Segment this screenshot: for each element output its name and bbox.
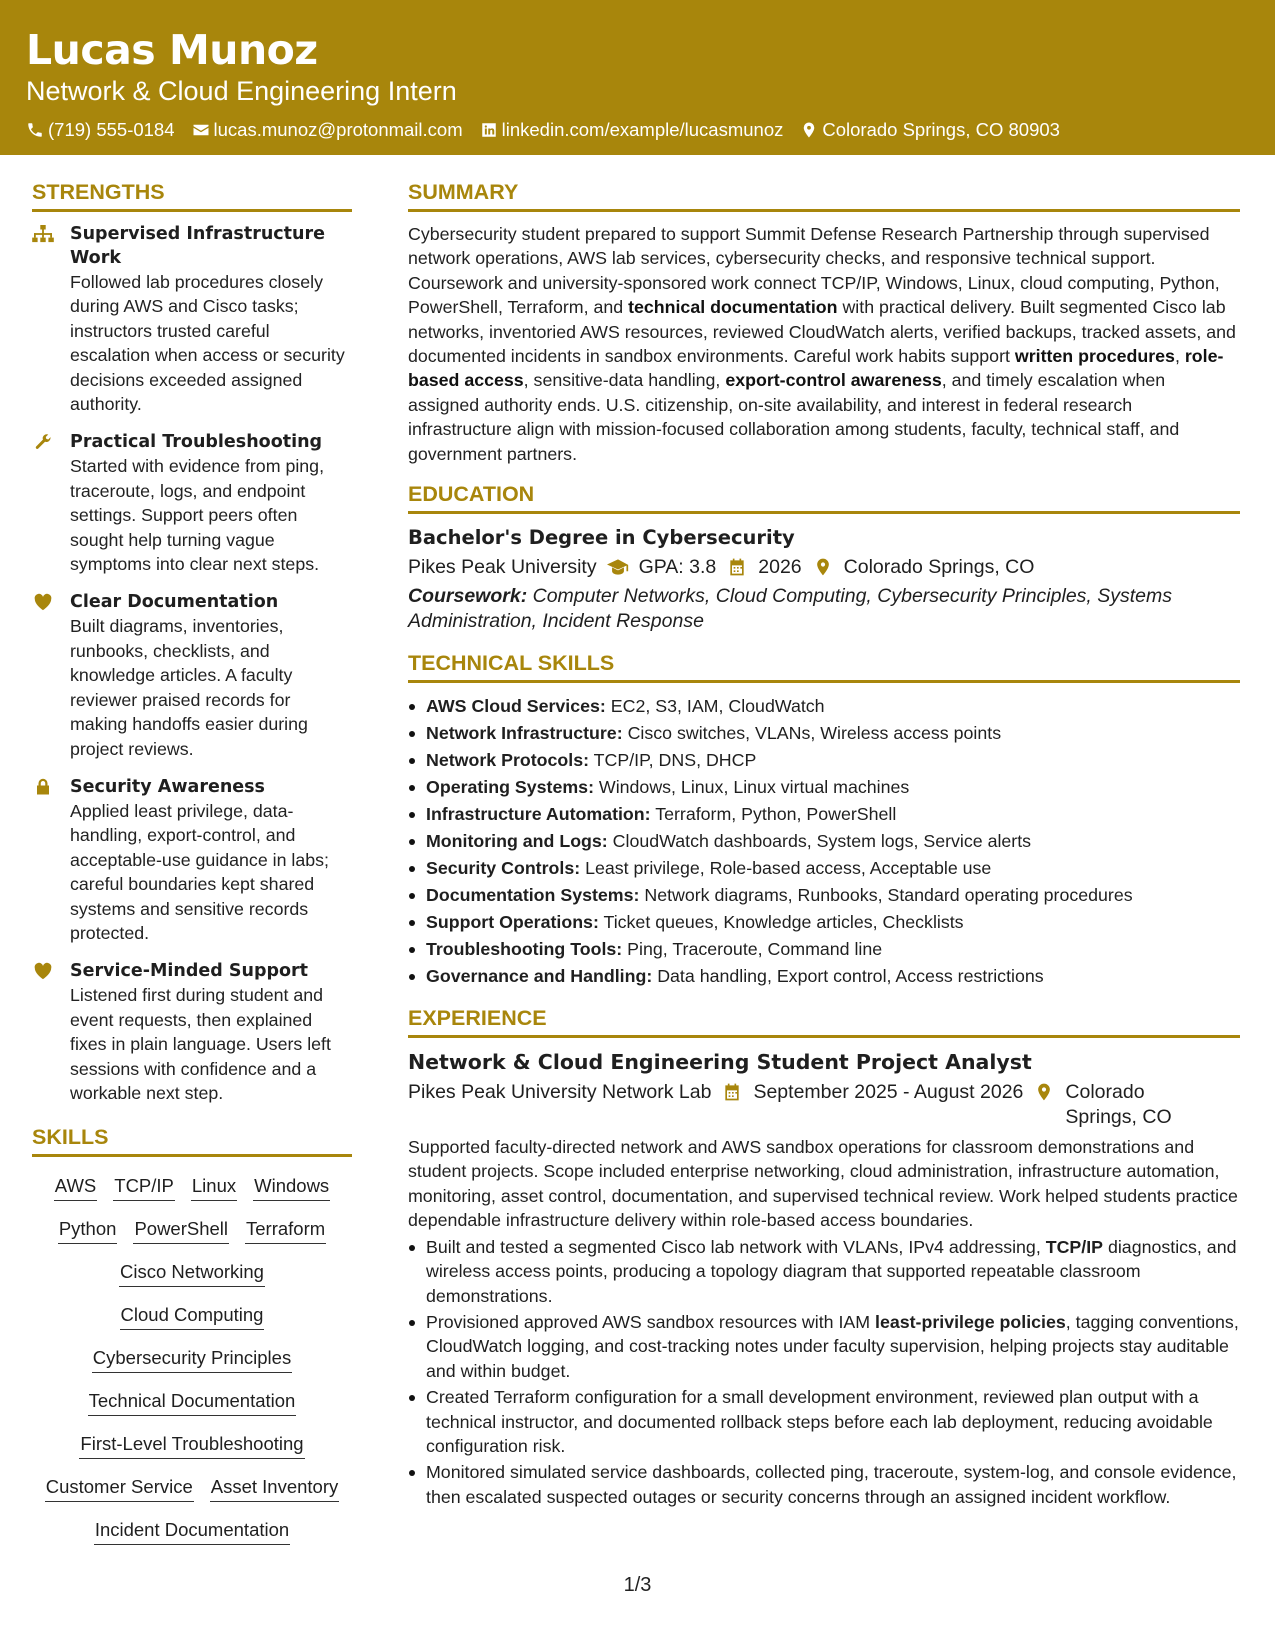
- list-item: Created Terraform configuration for a small development environment, reviewed plan output with a technical instructor, and documented rollback steps before each lab deployment, reducing avoidable configuration risk.: [408, 1385, 1240, 1458]
- strength-desc: Listened first during student and event requests, then explained fixes in plain language. Users left sessions with confidence and a workable next step.: [70, 985, 331, 1103]
- list-item: Network Protocols: TCP/IP, DNS, DHCP: [408, 747, 1240, 774]
- phone-text: (719) 555-0184: [48, 119, 175, 140]
- skills-list: [32, 1167, 352, 1554]
- location-text: Colorado Springs, CO 80903: [822, 119, 1060, 140]
- contact-phone[interactable]: [26, 119, 175, 141]
- skill-chip: Asset Inventory: [210, 1475, 340, 1502]
- skill-chip: PowerShell: [133, 1217, 229, 1244]
- skill-chip: Cloud Computing: [120, 1303, 265, 1330]
- map-pin-icon: [800, 121, 818, 139]
- calendar-icon: [726, 557, 748, 577]
- skill-chip: AWS: [54, 1174, 97, 1201]
- strength-desc: Applied least privilege, data-handling, export-control, and acceptable-use guidance in labs; careful boundaries kept shared systems and sensitive records protected.: [70, 800, 329, 943]
- skill-chip: Windows: [253, 1174, 330, 1201]
- job-employer: Pikes Peak University Network Lab: [408, 1081, 712, 1104]
- envelope-icon: [192, 121, 210, 139]
- list-item: Documentation Systems: Network diagrams, Runbooks, Standard operating procedures: [408, 882, 1240, 909]
- map-pin-icon: [812, 557, 834, 577]
- education-gpa: GPA: 3.8: [638, 556, 717, 579]
- email-text: lucas.munoz@protonmail.com: [213, 119, 463, 140]
- wrench-icon: [32, 433, 54, 451]
- strengths-heading: STRENGTHS: [32, 178, 352, 212]
- phone-icon: [26, 121, 44, 139]
- experience-heading: EXPERIENCE: [408, 1004, 1240, 1038]
- technical-skills-heading: TECHNICAL SKILLS: [408, 649, 1240, 683]
- strength-item: [32, 959, 352, 1105]
- page-number: 1/3: [623, 1574, 652, 1596]
- linkedin-text: linkedin.com/example/lucasmunoz: [501, 119, 784, 140]
- education-heading: EDUCATION: [408, 480, 1240, 514]
- list-item: Network Infrastructure: Cisco switches, VLANs, Wireless access points: [408, 720, 1240, 747]
- list-item: Troubleshooting Tools: Ping, Traceroute, Command line: [408, 936, 1240, 963]
- skill-chip: Cisco Networking: [119, 1260, 265, 1287]
- list-item: Built and tested a segmented Cisco lab network with VLANs, IPv4 addressing, TCP/IP diagnostics, and wireless access points, producing a topology diagram that supported repeatable classroom demonstrations.: [408, 1235, 1240, 1308]
- job-title: Network & Cloud Engineering Student Project Analyst: [408, 1050, 1032, 1075]
- strength-item: [32, 430, 352, 576]
- map-pin-icon: [1033, 1082, 1055, 1102]
- list-item: Security Controls: Least privilege, Role-based access, Acceptable use: [408, 855, 1240, 882]
- candidate-name: Lucas Munoz: [26, 26, 318, 74]
- strength-title: Supervised Infrastructure Work: [70, 224, 325, 268]
- contact-linkedin[interactable]: [480, 119, 784, 141]
- education-coursework: Coursework: Computer Networks, Cloud Computing, Cybersecurity Principles, Systems Administration, Incident Response: [408, 585, 1173, 632]
- job-location: Colorado Springs, CO: [1065, 1081, 1172, 1128]
- education-school: Pikes Peak University: [408, 556, 597, 579]
- job-description: Supported faculty-directed network and AWS sandbox operations for classroom demonstrations and student projects. Scope included enterprise networking, cloud administration, infrastructure automation, monitoring, asset control, documentation, and supervised technical review. Work helped students practice dependable infrastructure delivery within role-based access boundaries.: [408, 1137, 1238, 1231]
- graduation-cap-icon: [607, 557, 629, 577]
- list-item: Operating Systems: Windows, Linux, Linux virtual machines: [408, 774, 1240, 801]
- contact-location: [800, 119, 1060, 141]
- strength-title: Practical Troubleshooting: [70, 432, 323, 453]
- skill-chip: TCP/IP: [113, 1174, 175, 1201]
- right-column: [408, 178, 1240, 1511]
- list-item: Monitoring and Logs: CloudWatch dashboards, System logs, Service alerts: [408, 828, 1240, 855]
- summary-heading: SUMMARY: [408, 178, 1240, 212]
- list-item: Monitored simulated service dashboards, collected ping, traceroute, system-log, and console evidence, then escalated suspected outages or security concerns through an assigned incident workflow.: [408, 1460, 1240, 1509]
- summary-text: Cybersecurity student prepared to support Summit Defense Research Partnership through supervised network operations, AWS lab services, cybersecurity checks, and responsive technical support. Coursework and university-sponsored work connect TCP/IP, Windows, Linux, cloud computing, Python, PowerShell, Terraform, and technical documentation with practical delivery. Built segmented Cisco lab networks, inventoried AWS resources, reviewed CloudWatch alerts, verified backups, tracked assets, and documented incidents in sandbox environments. Careful work habits support written procedures, role-based access, sensitive-data handling, export-control awareness, and timely escalation when assigned authority ends. U.S. citizenship, on-site availability, and interest in federal research infrastructure align with mission-focused collaboration among students, faculty, technical staff, and government partners.: [408, 224, 1236, 464]
- heart-icon: [32, 962, 54, 980]
- list-item: Governance and Handling: Data handling, Export control, Access restrictions: [408, 963, 1240, 990]
- strength-title: Service-Minded Support: [70, 961, 309, 982]
- sitemap-icon: [32, 225, 54, 243]
- technical-skills-list: [408, 693, 1240, 990]
- heart-icon: [32, 593, 54, 611]
- contact-bar: [26, 119, 1249, 141]
- education-meta: [408, 552, 1240, 582]
- skill-chip: Customer Service: [45, 1475, 194, 1502]
- job-meta: [408, 1080, 1240, 1129]
- list-item: Infrastructure Automation: Terraform, Python, PowerShell: [408, 801, 1240, 828]
- skill-chip: Cybersecurity Principles: [92, 1346, 292, 1373]
- candidate-title: Network & Cloud Engineering Intern: [26, 76, 457, 106]
- strength-item: [32, 775, 352, 945]
- strength-desc: Built diagrams, inventories, runbooks, checklists, and knowledge articles. A faculty reviewer praised records for making handoffs easier during project reviews.: [70, 616, 308, 759]
- strength-item: [32, 590, 352, 760]
- contact-email[interactable]: [192, 119, 463, 141]
- job-dates: September 2025 - August 2026: [753, 1081, 1024, 1104]
- skill-chip: Incident Documentation: [94, 1518, 290, 1545]
- job-bullets: [408, 1235, 1240, 1509]
- lock-icon: [32, 778, 54, 796]
- linkedin-icon: [480, 121, 498, 139]
- list-item: Provisioned approved AWS sandbox resources with IAM least-privilege policies, tagging conventions, CloudWatch logging, and cost-tracking notes under faculty supervision, helping projects stay auditable and within budget.: [408, 1310, 1240, 1383]
- strength-desc: Started with evidence from ping, traceroute, logs, and endpoint settings. Support peers often sought help turning vague symptoms into clear next steps.: [70, 456, 325, 575]
- skill-chip: Python: [58, 1217, 118, 1244]
- strength-title: Clear Documentation: [70, 592, 279, 613]
- education-degree: Bachelor's Degree in Cybersecurity: [408, 526, 795, 550]
- list-item: AWS Cloud Services: EC2, S3, IAM, CloudWatch: [408, 693, 1240, 720]
- skill-chip: Terraform: [245, 1217, 326, 1244]
- left-column: [32, 178, 352, 1554]
- strength-desc: Followed lab procedures closely during AWS and Cisco tasks; instructors trusted careful escalation when access or security decisions exceeded assigned authority.: [70, 272, 345, 415]
- skills-heading: SKILLS: [32, 1123, 352, 1157]
- strength-item: [32, 222, 352, 416]
- resume-header: [0, 0, 1275, 155]
- skill-chip: Technical Documentation: [88, 1389, 297, 1416]
- education-year: 2026: [758, 556, 802, 579]
- skill-chip: First-Level Troubleshooting: [79, 1432, 304, 1459]
- education-location: Colorado Springs, CO: [843, 556, 1035, 579]
- calendar-icon: [721, 1082, 743, 1102]
- strength-title: Security Awareness: [70, 776, 265, 797]
- skill-chip: Linux: [191, 1174, 237, 1201]
- list-item: Support Operations: Ticket queues, Knowledge articles, Checklists: [408, 909, 1240, 936]
